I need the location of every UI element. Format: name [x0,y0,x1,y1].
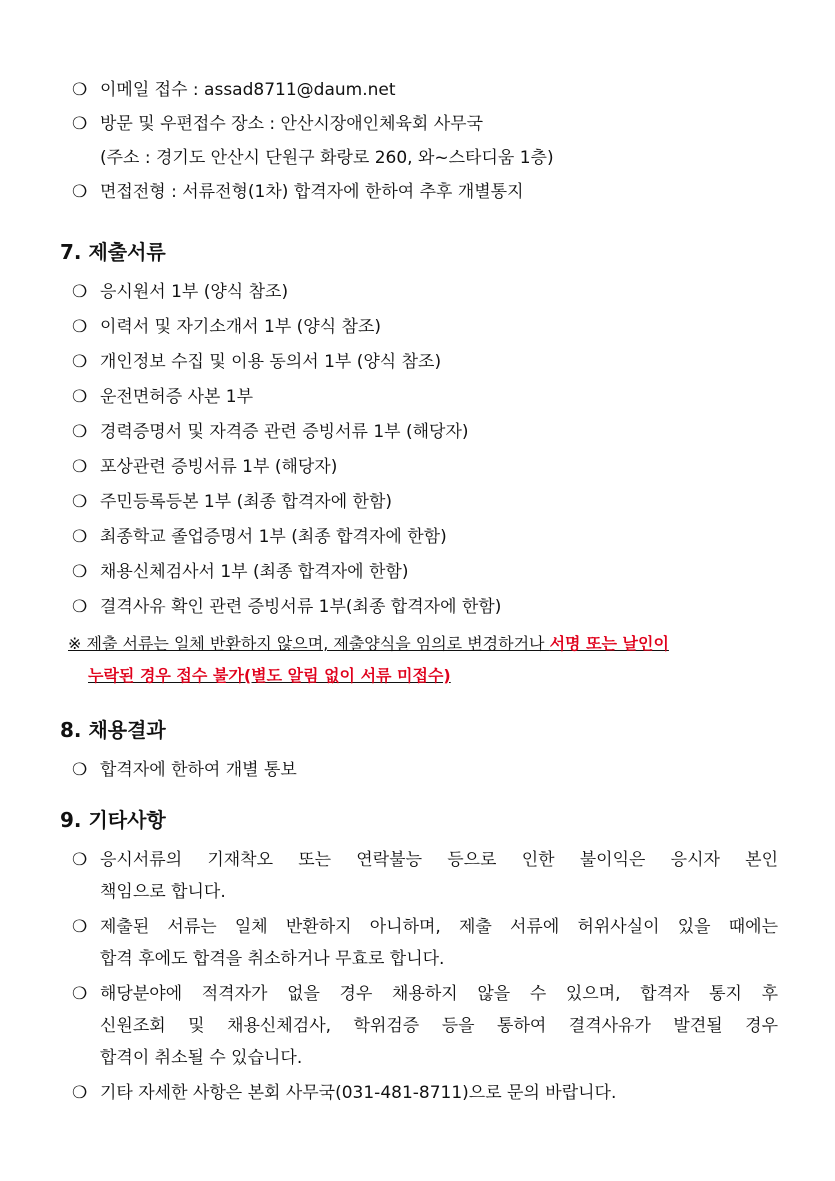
list-item-text: 책임으로 합니다. [100,882,226,902]
list-item [68,280,778,304]
list-item [68,350,778,374]
list-item-cont [68,1014,778,1038]
submission-note-cont [68,664,778,688]
list-item [68,560,778,584]
list-item [68,385,778,409]
list-item-text: 이력서 및 자기소개서 1부 (양식 참조) [100,317,382,337]
list-item-text: 합격자에 한하여 개별 통보 [100,760,297,780]
circle-bullet-icon: ❍ [72,527,88,547]
list-item [68,758,778,782]
circle-bullet-icon: ❍ [72,850,88,870]
section-heading-8: 8. 채용결과 [60,718,166,742]
section-heading-9: 9. 기타사항 [60,808,166,832]
email-info: 이메일 접수 : assad8711@daum.net [100,80,396,100]
circle-bullet-icon: ❍ [72,597,88,617]
list-item-text: 경력증명서 및 자격증 관련 증빙서류 1부 (해당자) [100,422,469,442]
list-item-text: 합격이 취소될 수 있습니다. [100,1048,303,1068]
list-item-text: 응시서류의 기재착오 또는 연락불능 등으로 인한 불이익은 응시자 본인 [100,850,778,870]
circle-bullet-icon: ❍ [72,114,88,134]
list-item [68,1081,778,1105]
list-item-text: 결격사유 확인 관련 증빙서류 1부(최종 합격자에 한함) [100,597,502,617]
circle-bullet-icon: ❍ [72,984,88,1004]
list-item-text: 신원조회 및 채용신체검사, 학위검증 등을 통하여 결격사유가 발견될 경우 [100,1016,778,1036]
list-item [68,112,778,136]
list-item-text: 포상관련 증빙서류 1부 (해당자) [100,457,338,477]
circle-bullet-icon: ❍ [72,917,88,937]
list-item-cont [68,1046,778,1070]
circle-bullet-icon: ❍ [72,1083,88,1103]
list-item [68,915,778,939]
interview-info: 면접전형 : 서류전형(1차) 합격자에 한하여 추후 개별통지 [100,182,524,202]
list-item [68,848,778,872]
list-item-cont [68,947,778,971]
address-line [68,146,778,170]
list-item [68,982,778,1006]
list-item-text: 해당분야에 적격자가 없을 경우 채용하지 않을 수 있으며, 합격자 통지 후 [100,984,778,1004]
circle-bullet-icon: ❍ [72,317,88,337]
address-text: (주소 : 경기도 안산시 단원구 화랑로 260, 와~스타디움 1층) [100,148,554,168]
section-heading-7: 7. 제출서류 [60,240,166,264]
list-item [68,490,778,514]
list-item-text: 채용신체검사서 1부 (최종 합격자에 한함) [100,562,409,582]
list-item [68,420,778,444]
submission-note [68,632,778,656]
list-item-text: 개인정보 수집 및 이용 동의서 1부 (양식 참조) [100,352,442,372]
list-item [68,455,778,479]
circle-bullet-icon: ❍ [72,352,88,372]
circle-bullet-icon: ❍ [72,282,88,302]
list-item-text: 합격 후에도 합격을 취소하거나 무효로 합니다. [100,949,445,969]
visit-info: 방문 및 우편접수 장소 : 안산시장애인체육회 사무국 [100,114,484,134]
list-item [68,78,778,102]
circle-bullet-icon: ❍ [72,492,88,512]
circle-bullet-icon: ❍ [72,422,88,442]
list-item-text: 기타 자세한 사항은 본회 사무국(031-481-8711)으로 문의 바랍니다. [100,1083,617,1103]
list-item [68,180,778,204]
list-item [68,525,778,549]
list-item [68,315,778,339]
list-item-text: 최종학교 졸업증명서 1부 (최종 합격자에 한함) [100,527,447,547]
list-item-text: 운전면허증 사본 1부 [100,387,253,407]
list-item-text: 응시원서 1부 (양식 참조) [100,282,289,302]
list-item [68,595,778,619]
note-warning-text-cont: 누락된 경우 접수 불가(별도 알림 없이 서류 미접수) [88,666,451,685]
list-item-cont [68,880,778,904]
circle-bullet-icon: ❍ [72,182,88,202]
circle-bullet-icon: ❍ [72,562,88,582]
note-text: ※ 제출 서류는 일체 반환하지 않으며, 제출양식을 임의로 변경하거나 [68,634,550,653]
list-item-text: 주민등록등본 1부 (최종 합격자에 한함) [100,492,393,512]
list-item-text: 제출된 서류는 일체 반환하지 아니하며, 제출 서류에 허위사실이 있을 때에는 [100,917,778,937]
circle-bullet-icon: ❍ [72,80,88,100]
circle-bullet-icon: ❍ [72,387,88,407]
note-warning-text: 서명 또는 날인이 [549,634,669,653]
circle-bullet-icon: ❍ [72,760,88,780]
circle-bullet-icon: ❍ [72,457,88,477]
